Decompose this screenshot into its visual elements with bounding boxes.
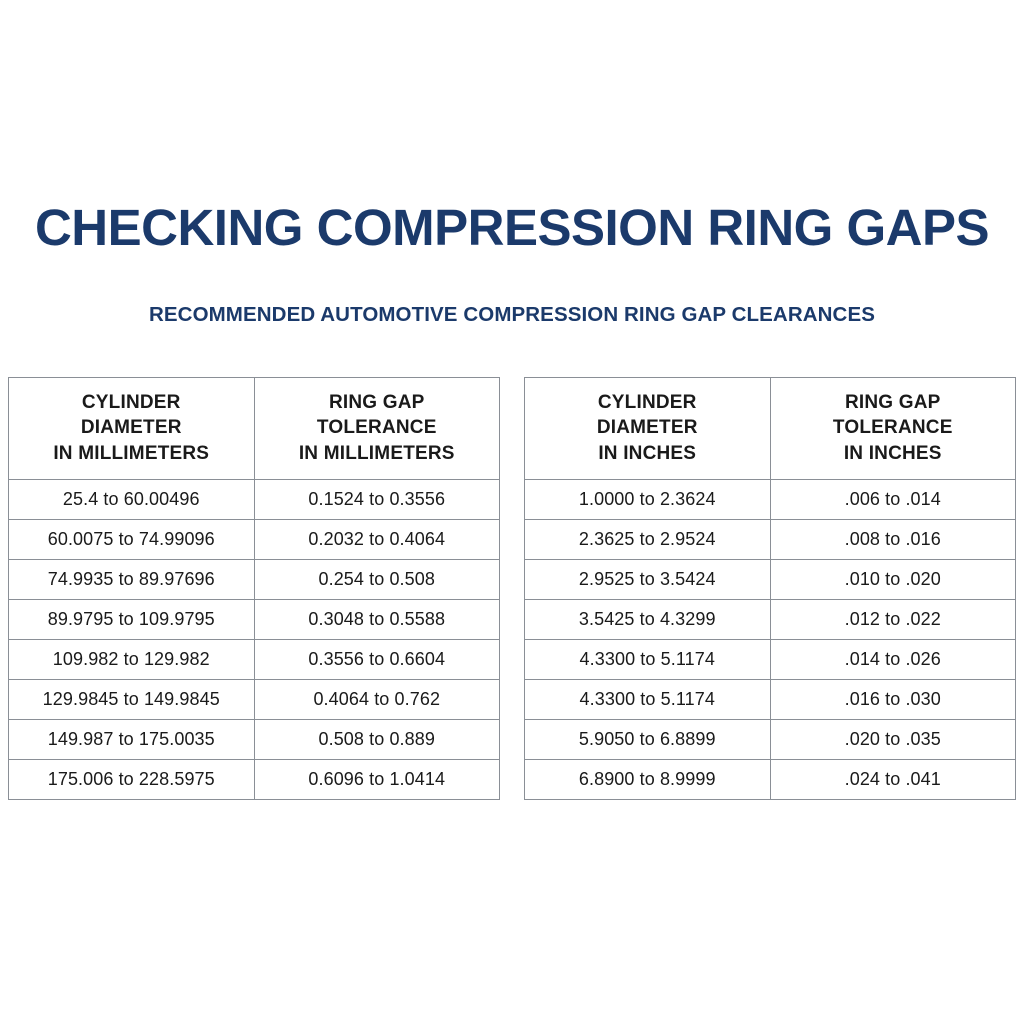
table-row bbox=[525, 519, 1016, 559]
header-line-2: TOLERANCE bbox=[832, 417, 953, 439]
cell-tolerance: .008 to .016 bbox=[770, 519, 1016, 559]
header-line-3: IN MILLIMETERS bbox=[298, 442, 455, 464]
header-line-2: DIAMETER bbox=[596, 417, 698, 439]
cell-diameter: 4.3300 to 5.1174 bbox=[525, 639, 771, 679]
header-line-1: CYLINDER bbox=[81, 392, 181, 413]
table-row bbox=[525, 639, 1016, 679]
table-row bbox=[525, 679, 1016, 719]
cell-diameter: 3.5425 to 4.3299 bbox=[525, 599, 771, 639]
header-line-3: IN INCHES bbox=[843, 442, 942, 464]
page-subtitle: RECOMMENDED AUTOMOTIVE COMPRESSION RING GAP CLEARANCES bbox=[149, 303, 875, 326]
cell-diameter: 25.4 to 60.00496 bbox=[9, 479, 255, 519]
cell-tolerance: 0.3556 to 0.6604 bbox=[254, 639, 500, 679]
cell-tolerance: 0.4064 to 0.762 bbox=[254, 679, 500, 719]
table-row bbox=[9, 759, 500, 799]
imperial-table bbox=[524, 377, 1016, 800]
metric-diameter-header bbox=[9, 378, 255, 480]
cell-diameter: 60.0075 to 74.99096 bbox=[9, 519, 255, 559]
cell-diameter: 89.9795 to 109.9795 bbox=[9, 599, 255, 639]
table-row bbox=[9, 519, 500, 559]
imperial-table-body bbox=[525, 479, 1016, 799]
table-row bbox=[9, 559, 500, 599]
cell-tolerance: .012 to .022 bbox=[770, 599, 1016, 639]
header-line-1: RING GAP bbox=[844, 392, 941, 413]
cell-tolerance: 0.254 to 0.508 bbox=[254, 559, 500, 599]
cell-tolerance: .014 to .026 bbox=[770, 639, 1016, 679]
cell-tolerance: 0.508 to 0.889 bbox=[254, 719, 500, 759]
header-line-2: DIAMETER bbox=[80, 417, 182, 439]
cell-diameter: 1.0000 to 2.3624 bbox=[525, 479, 771, 519]
header-line-3: IN INCHES bbox=[598, 442, 697, 464]
metric-table bbox=[8, 377, 500, 800]
header-line-2: TOLERANCE bbox=[316, 417, 437, 439]
cell-tolerance: .020 to .035 bbox=[770, 719, 1016, 759]
header-line-1: RING GAP bbox=[328, 392, 425, 413]
cell-tolerance: .016 to .030 bbox=[770, 679, 1016, 719]
table-row bbox=[525, 559, 1016, 599]
tables-container bbox=[0, 377, 1024, 800]
cell-diameter: 2.9525 to 3.5424 bbox=[525, 559, 771, 599]
page-title: CHECKING COMPRESSION RING GAPS bbox=[34, 199, 990, 256]
table-row bbox=[9, 639, 500, 679]
cell-diameter: 149.987 to 175.0035 bbox=[9, 719, 255, 759]
metric-table-head bbox=[9, 378, 500, 480]
imperial-table-head bbox=[525, 378, 1016, 480]
cell-tolerance: 0.1524 to 0.3556 bbox=[254, 479, 500, 519]
cell-tolerance: .010 to .020 bbox=[770, 559, 1016, 599]
cell-diameter: 6.8900 to 8.9999 bbox=[525, 759, 771, 799]
cell-diameter: 74.9935 to 89.97696 bbox=[9, 559, 255, 599]
header-line-1: CYLINDER bbox=[597, 392, 697, 413]
metric-tolerance-header bbox=[254, 378, 500, 480]
table-header-row bbox=[9, 378, 500, 480]
header-line-3: IN MILLIMETERS bbox=[53, 442, 210, 464]
imperial-tolerance-header bbox=[770, 378, 1016, 480]
cell-tolerance: 0.6096 to 1.0414 bbox=[254, 759, 500, 799]
cell-tolerance: 0.3048 to 0.5588 bbox=[254, 599, 500, 639]
cell-tolerance: .006 to .014 bbox=[770, 479, 1016, 519]
table-row bbox=[525, 479, 1016, 519]
metric-table-body bbox=[9, 479, 500, 799]
cell-diameter: 129.9845 to 149.9845 bbox=[9, 679, 255, 719]
table-row bbox=[525, 719, 1016, 759]
table-row bbox=[9, 479, 500, 519]
cell-diameter: 5.9050 to 6.8899 bbox=[525, 719, 771, 759]
cell-tolerance: 0.2032 to 0.4064 bbox=[254, 519, 500, 559]
table-header-row bbox=[525, 378, 1016, 480]
cell-diameter: 2.3625 to 2.9524 bbox=[525, 519, 771, 559]
table-row bbox=[9, 599, 500, 639]
table-row bbox=[525, 759, 1016, 799]
table-row bbox=[9, 719, 500, 759]
cell-diameter: 109.982 to 129.982 bbox=[9, 639, 255, 679]
cell-tolerance: .024 to .041 bbox=[770, 759, 1016, 799]
imperial-diameter-header bbox=[525, 378, 771, 480]
cell-diameter: 4.3300 to 5.1174 bbox=[525, 679, 771, 719]
table-row bbox=[525, 599, 1016, 639]
cell-diameter: 175.006 to 228.5975 bbox=[9, 759, 255, 799]
table-row bbox=[9, 679, 500, 719]
